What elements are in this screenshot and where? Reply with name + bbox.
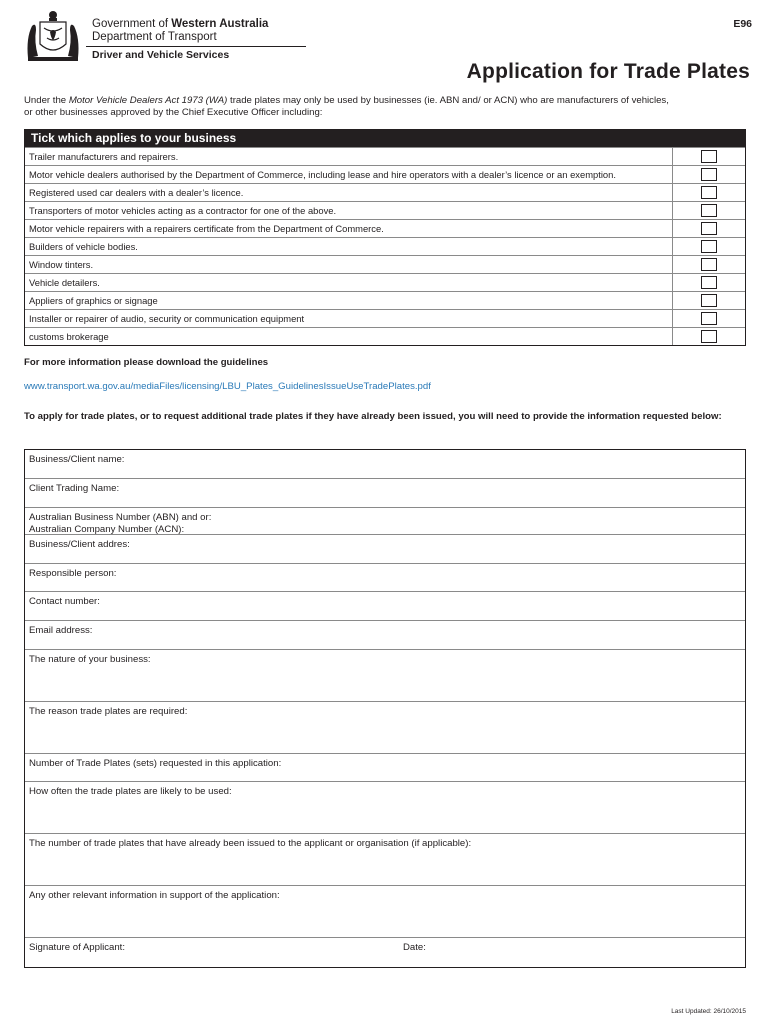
- plates-already-issued-field[interactable]: [25, 833, 745, 885]
- business-type-label: Builders of vehicle bodies.: [29, 241, 138, 252]
- field-label: Number of Trade Plates (sets) requested in this application:: [29, 758, 282, 769]
- division-name: Driver and Vehicle Services: [92, 49, 230, 61]
- contact-number-field[interactable]: [25, 591, 745, 620]
- last-updated: Last Updated: 26/10/2015: [671, 1008, 746, 1015]
- business-type-checkbox[interactable]: [701, 240, 717, 253]
- business-type-row: [25, 237, 745, 255]
- business-type-label: Installer or repairer of audio, security or communication equipment: [29, 313, 305, 324]
- reason-field[interactable]: [25, 701, 745, 753]
- business-type-heading: Tick which applies to your business: [25, 130, 745, 147]
- date-label: Date:: [403, 942, 426, 953]
- business-type-checkbox[interactable]: [701, 204, 717, 217]
- business-type-row: [25, 147, 745, 165]
- apply-instructions: To apply for trade plates, or to request additional trade plates if they have already been issued, you will need to provide the information requested below:: [24, 411, 722, 422]
- business-type-label: Trailer manufacturers and repairers.: [29, 151, 179, 162]
- business-type-row: [25, 273, 745, 291]
- business-type-checkbox[interactable]: [701, 258, 717, 271]
- business-type-row: [25, 165, 745, 183]
- business-type-label: customs brokerage: [29, 331, 109, 342]
- plates-requested-field[interactable]: [25, 753, 745, 781]
- abn-acn-field[interactable]: [25, 507, 745, 534]
- email-address-field[interactable]: [25, 620, 745, 649]
- application-details-table: [24, 449, 746, 968]
- business-type-label: Transporters of motor vehicles acting as a contractor for one of the above.: [29, 205, 337, 216]
- usage-frequency-field[interactable]: [25, 781, 745, 833]
- page-header: [22, 8, 752, 68]
- business-type-row: [25, 291, 745, 309]
- field-label: Australian Company Number (ACN):: [29, 523, 185, 535]
- field-label: Client Trading Name:: [29, 483, 120, 494]
- business-type-checkbox[interactable]: [701, 222, 717, 235]
- more-info-heading: For more information please download the guidelines: [24, 357, 269, 368]
- business-type-label: Motor vehicle dealers authorised by the Department of Commerce, including lease and hire operators with a dealer’s licence or an exemption.: [29, 169, 616, 180]
- form-code: E96: [733, 18, 752, 30]
- business-type-label: Registered used car dealers with a dealer’s licence.: [29, 187, 244, 198]
- field-label: Contact number:: [29, 596, 100, 607]
- field-label: The nature of your business:: [29, 654, 151, 665]
- field-label: Email address:: [29, 625, 93, 636]
- business-type-checkbox[interactable]: [701, 330, 717, 343]
- business-type-row: [25, 219, 745, 237]
- responsible-person-field[interactable]: [25, 563, 745, 591]
- business-type-row: [25, 201, 745, 219]
- field-label: Business/Client addres:: [29, 539, 130, 550]
- page-title: Application for Trade Plates: [466, 60, 750, 83]
- field-label: The reason trade plates are required:: [29, 706, 188, 717]
- department-name: Department of Transport: [92, 31, 217, 43]
- intro-text: Under the Motor Vehicle Dealers Act 1973 (WA) trade plates may only be used by businesses (ie. ABN and/ or ACN) who are manufacturers of vehicles, or other businesses approved by the Chief Executive Officer including:: [24, 95, 669, 118]
- trading-name-field[interactable]: [25, 478, 745, 507]
- business-type-row: [25, 255, 745, 273]
- business-type-row: [25, 327, 745, 345]
- business-type-row: [25, 183, 745, 201]
- business-type-label: Appliers of graphics or signage: [29, 295, 158, 306]
- business-address-field[interactable]: [25, 534, 745, 563]
- field-label: Australian Business Number (ABN) and or:: [29, 512, 212, 523]
- business-type-checkbox[interactable]: [701, 186, 717, 199]
- business-type-label: Window tinters.: [29, 259, 94, 270]
- field-label: Any other relevant information in support of the application:: [29, 890, 280, 901]
- business-type-table: [24, 129, 746, 346]
- business-type-label: Motor vehicle repairers with a repairers certificate from the Department of Commerce.: [29, 223, 384, 234]
- business-name-field[interactable]: [25, 450, 745, 478]
- business-type-row: [25, 309, 745, 327]
- business-type-checkbox[interactable]: [701, 276, 717, 289]
- business-type-checkbox[interactable]: [701, 150, 717, 163]
- field-label: Business/Client name:: [29, 454, 125, 465]
- nature-of-business-field[interactable]: [25, 649, 745, 701]
- business-type-checkbox[interactable]: [701, 312, 717, 325]
- header-divider: [86, 46, 306, 47]
- government-name: Government of Western Australia: [92, 18, 269, 30]
- business-type-label: Vehicle detailers.: [29, 277, 100, 288]
- other-information-field[interactable]: [25, 885, 745, 937]
- field-label: How often the trade plates are likely to be used:: [29, 786, 232, 797]
- field-label: The number of trade plates that have already been issued to the applicant or organisation (if applicable):: [29, 838, 472, 849]
- wa-coat-of-arms-logo: [22, 8, 84, 64]
- guidelines-link[interactable]: www.transport.wa.gov.au/mediaFiles/licensing/LBU_Plates_GuidelinesIssueUseTradePlates.pdf: [24, 381, 431, 392]
- business-type-checkbox[interactable]: [701, 168, 717, 181]
- signature-label: Signature of Applicant:: [29, 942, 126, 953]
- field-label: Responsible person:: [29, 568, 117, 579]
- business-type-checkbox[interactable]: [701, 294, 717, 307]
- signature-date-row[interactable]: [25, 937, 745, 967]
